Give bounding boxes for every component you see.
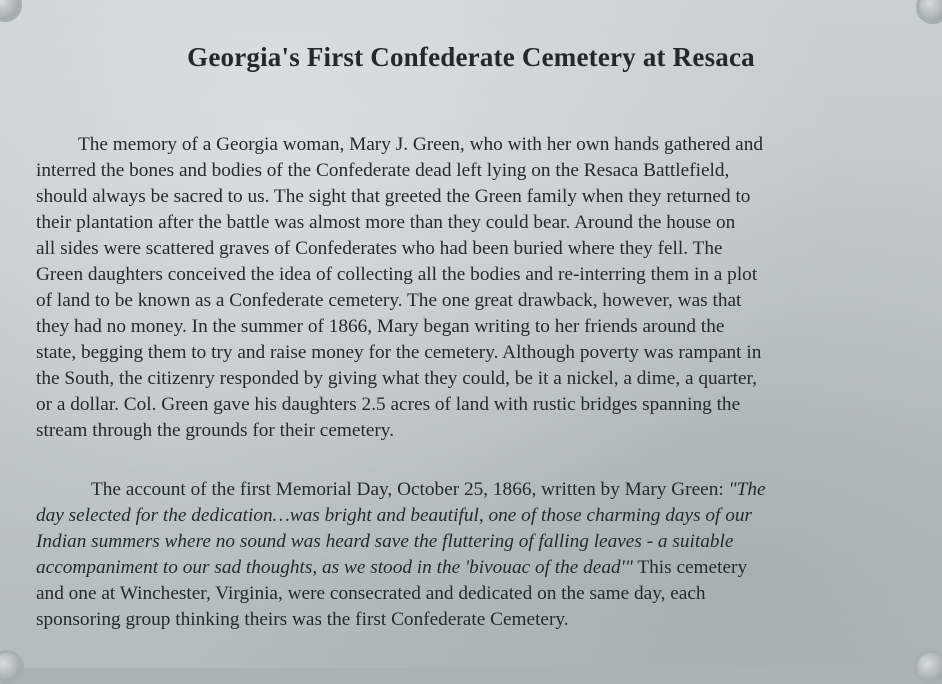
text-line: or a dollar. Col. Green gave his daughters 2.5 acres of land with rustic bridges spanning the [36,394,741,415]
text-line: they had no money. In the summer of 1866, Mary began writing to her friends around the [36,316,725,337]
text-line: the South, the citizenry responded by giving what they could, be it a nickel, a dime, a quarter, [36,368,757,389]
quote-text: "The [728,479,766,500]
quote-line: Indian summers where no sound was heard save the fluttering of falling leaves - a suitable [36,531,734,552]
text-line: sponsoring group thinking theirs was the first Confederate Cemetery. [36,609,569,630]
screw-head-icon [0,0,22,22]
screw-head-icon [916,0,942,24]
text-plain: The account of the first Memorial Day, October 25, 1866, written by Mary Green: [91,479,729,500]
text-line: their plantation after the battle was almost more than they could bear. Around the house on [36,212,736,233]
text-line: interred the bones and bodies of the Confederate dead left lying on the Resaca Battlefield, [36,160,730,181]
plaque-title: Georgia's First Confederate Cemetery at Resaca [187,42,755,72]
text-plain: This cemetery [632,557,748,578]
text-line: stream through the grounds for their cemetery. [36,420,395,441]
text-line [36,477,898,503]
text-line: should always be sacred to us. The sight that greeted the Green family when they returned to [36,186,751,207]
paragraph-memorial-day [36,477,898,633]
quote-text: accompaniment to our sad thoughts, as we stood in the 'bivouac of the dead'" [36,557,633,578]
text-line: Green daughters conceived the idea of collecting all the bodies and re-interring them in a plot [36,264,758,285]
text-line: The memory of a Georgia woman, Mary J. Green, who with her own hands gathered and [78,134,764,155]
text-line [36,555,898,581]
paragraph-history [36,132,898,444]
text-line: all sides were scattered graves of Confederates who had been buried where they fell. The [36,238,723,259]
text-line: state, begging them to try and raise money for the cemetery. Although poverty was rampant in [36,342,762,363]
quote-line: day selected for the dedication…was bright and beautiful, one of those charming days of our [36,505,753,526]
text-line: of land to be known as a Confederate cemetery. The one great drawback, however, was that [36,290,742,311]
screw-head-icon [0,650,24,684]
text-line: and one at Winchester, Virginia, were consecrated and dedicated on the same day, each [36,583,706,604]
screw-head-icon [914,650,942,684]
